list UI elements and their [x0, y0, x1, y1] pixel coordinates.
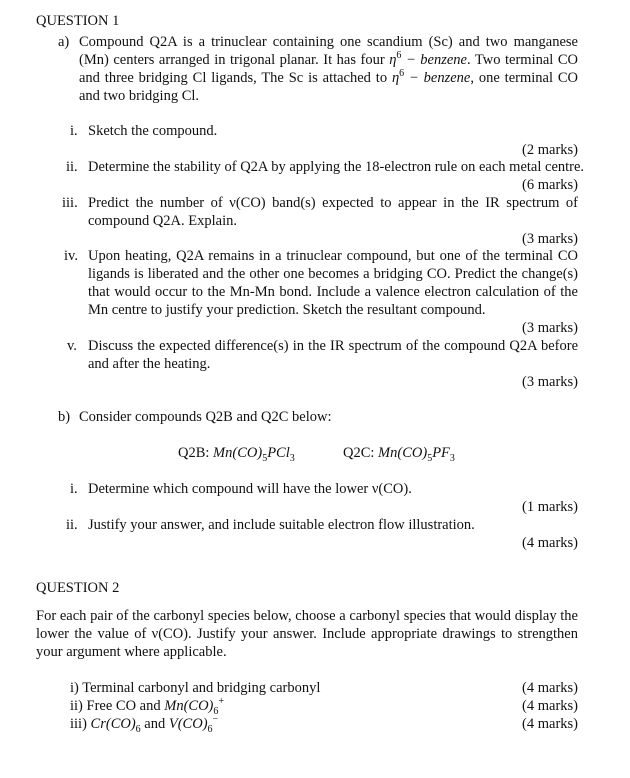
q2-item-2-marks: (4 marks)	[522, 698, 578, 714]
question-2-title: QUESTION 2	[36, 580, 120, 596]
b-item-2-marks: (4 marks)	[522, 535, 578, 551]
a-item-3-text: Predict the number of ν(CO) band(s) expected to appear in the IR spectrum of compound Q2A. Explain.	[88, 195, 578, 229]
a-item-5-marks: (3 marks)	[522, 374, 578, 390]
a-item-4-marks: (3 marks)	[522, 320, 578, 336]
q2-item-1: i) Terminal carbonyl and bridging carbonyl	[70, 680, 321, 696]
part-a-text: Compound Q2A is a trinuclear containing one scandium (Sc) and two manganese (Mn) centers arranged in trigonal planar. It has four $\eta^6$ − benzene. Two terminal CO and three bridging Cl ligands, The Sc is attached to $\eta^6$ − benzene, one terminal CO and two bridging Cl.	[79, 34, 578, 104]
a-item-4-num: iv.	[64, 248, 78, 264]
q2-item-3: iii) $Cr(CO)_6$ and $V(CO)_6^-$	[70, 714, 219, 735]
q2b-formula: Q2B: $Mn(CO)_5PCl_3$	[178, 445, 295, 464]
question-1-title: QUESTION 1	[36, 13, 120, 29]
q2-item-1-marks: (4 marks)	[522, 680, 578, 696]
a-item-1-text: Sketch the compound.	[88, 123, 218, 139]
q2c-formula: Q2C: $Mn(CO)_5PF_3$	[343, 445, 455, 464]
a-item-3-marks: (3 marks)	[522, 231, 578, 247]
b-item-1-marks: (1 marks)	[522, 499, 578, 515]
a-item-1-marks: (2 marks)	[522, 142, 578, 158]
a-item-4-text: Upon heating, Q2A remains in a trinuclear compound, but one of the terminal CO ligands is liberated and the other one becomes a bridging CO. Predict the change(s) that would occur to the Mn-Mn bond. Include a valence electron calculation of the Mn centre to justify your prediction. Sketch the resultant compound.	[88, 248, 578, 318]
b-item-1-num: i.	[70, 481, 78, 497]
b-item-2-text: Justify your answer, and include suitable electron flow illustration.	[88, 517, 475, 533]
a-item-3-num: iii.	[62, 195, 78, 211]
q2-item-2: ii) Free CO and $Mn(CO)_6^+$	[70, 696, 225, 717]
part-b-text: Consider compounds Q2B and Q2C below:	[79, 409, 332, 425]
a-item-5-text: Discuss the expected difference(s) in the IR spectrum of the compound Q2A before and after the heating.	[88, 338, 578, 372]
b-item-1-text: Determine which compound will have the lower ν(CO).	[88, 481, 412, 497]
a-item-5-num: v.	[67, 338, 77, 354]
a-item-2-text: Determine the stability of Q2A by applying the 18-electron rule on each metal centre.	[88, 159, 585, 175]
a-item-2-num: ii.	[66, 159, 78, 175]
part-a-label: a)	[58, 34, 70, 50]
a-item-1-num: i.	[70, 123, 78, 139]
part-b-label: b)	[58, 409, 71, 425]
a-item-2-marks: (6 marks)	[522, 177, 578, 193]
question-2-intro: For each pair of the carbonyl species below, choose a carbonyl species that would display the lower the value of ν(CO). Justify your answer. Include appropriate drawings to strengthen your argument where applicable.	[36, 608, 578, 660]
q2-item-3-marks: (4 marks)	[522, 716, 578, 732]
b-item-2-num: ii.	[66, 517, 78, 533]
